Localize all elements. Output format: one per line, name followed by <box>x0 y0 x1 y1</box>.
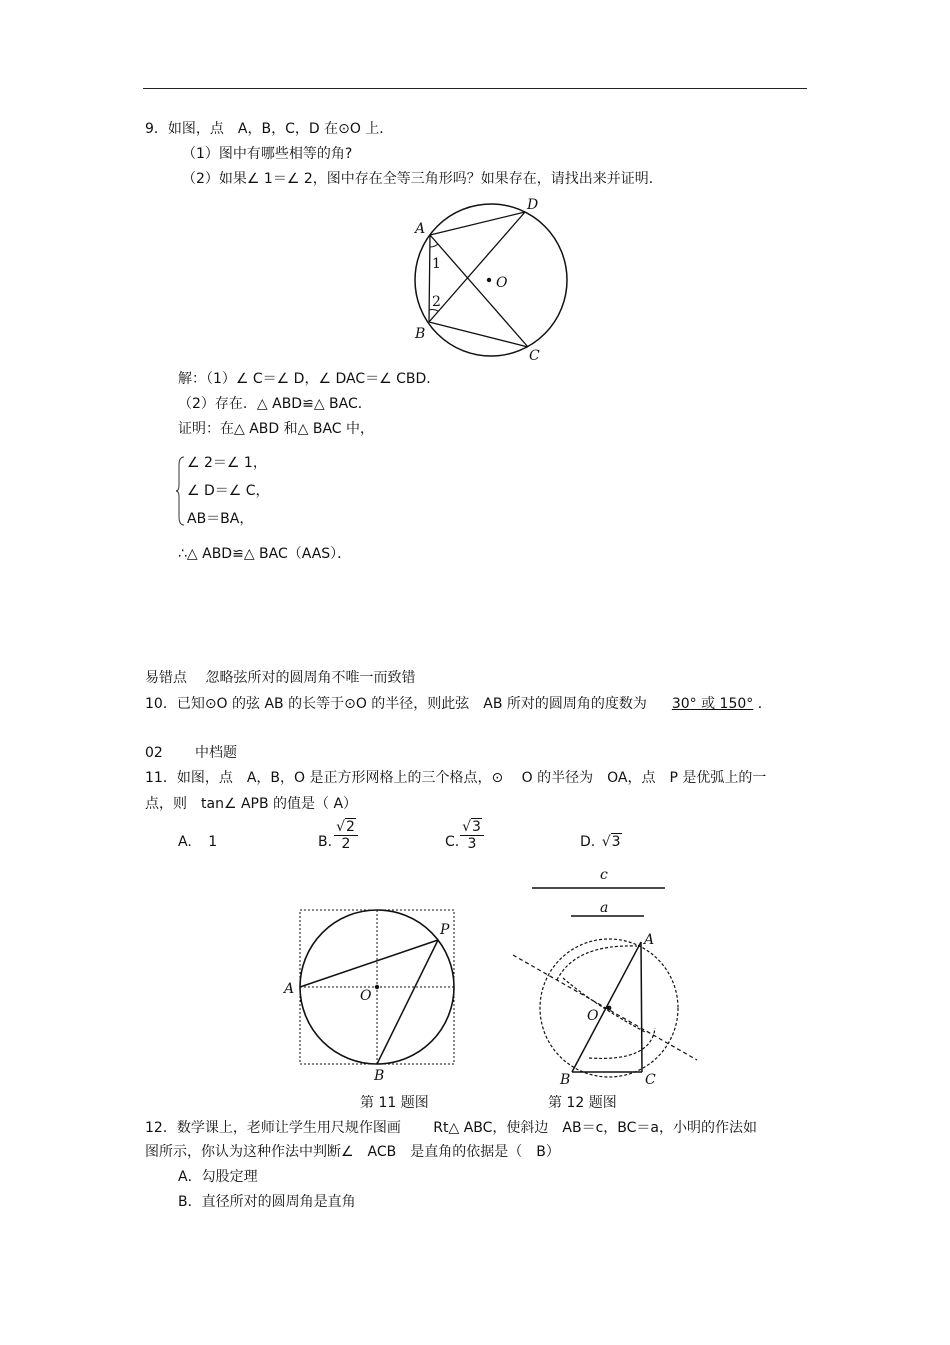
q12-label-a-length: a <box>600 900 609 916</box>
q9-label-2: 2 <box>432 294 441 310</box>
q9-angle1-arc <box>430 244 438 247</box>
q11-option-c-fraction: $\frac{√3}{3}$ <box>460 819 484 852</box>
q11-label-a: A <box>284 981 295 997</box>
q11-option-a[interactable] <box>178 834 217 850</box>
q11-label-o: O <box>360 988 372 1004</box>
q11-center-dot <box>375 985 379 989</box>
q12-label-c: C <box>645 1072 656 1088</box>
mistake-title: 易错点 忽略弦所对的圆周角不唯一而致错 <box>145 670 416 686</box>
q12-arc-right <box>589 1028 655 1058</box>
q11-option-a-value: 1 <box>208 834 218 850</box>
q10-line <box>145 695 772 713</box>
q12-center-dot <box>607 1006 612 1011</box>
q11-option-c-label: C. <box>445 834 460 850</box>
q9-segment-bc <box>429 322 528 347</box>
q10-answer: 30° 或 150° <box>671 696 754 712</box>
q12-line1: 12．数学课上，老师让学生用尺规作图画 Rt△ ABC，使斜边 AB＝c，BC＝a，小明的作法如 <box>145 1120 757 1136</box>
q12-segment-ac <box>641 942 642 1072</box>
section-title: 中档题 <box>195 745 237 761</box>
q10-text: 10．已知⊙O 的弦 AB 的长等于⊙O 的半径，则此弦 AB 所对的圆周角的度数为 <box>145 696 647 712</box>
q12-option-b[interactable]: B．直径所对的圆周角是直角 <box>178 1194 356 1210</box>
q9-segment-ad <box>430 212 525 235</box>
q9-segment-ac <box>430 235 528 347</box>
q9-figure <box>405 192 575 368</box>
q11-option-d-value: 3 <box>611 834 621 850</box>
q9-condition-1: ∠ 2＝∠ 1， <box>187 455 267 471</box>
q12-arc-mid <box>563 978 645 1032</box>
q9-label-1: 1 <box>432 256 441 272</box>
section-number: 02 <box>145 745 163 761</box>
q12-arc-left <box>557 946 637 980</box>
q11-option-d-label: D. <box>580 834 596 850</box>
q9-conclusion: ∴△ ABD≌△ BAC（AAS）． <box>178 546 352 562</box>
q11-caption: 第 11 题图 <box>360 1095 429 1111</box>
q11-line1: 11．如图，点 A，B，O 是正方形网格上的三个格点，⊙ O 的半径为 OA，点 P 是优弧上的一 <box>145 770 767 786</box>
q9-brace <box>176 455 186 527</box>
q11-option-d[interactable]: D. √3 <box>580 834 621 850</box>
q12-caption: 第 12 题图 <box>548 1095 617 1111</box>
q11-figure <box>280 900 465 1090</box>
q12-segment-ab <box>572 942 641 1072</box>
q11-option-c-numerator: 3 <box>472 819 481 835</box>
q9-label-d: D <box>527 197 539 213</box>
q9-proof-intro: 证明：在△ ABD 和△ BAC 中， <box>178 421 375 437</box>
q12-label-c-length: c <box>600 867 608 883</box>
q9-part1: （1）图中有哪些相等的角? <box>182 146 353 162</box>
q11-option-b[interactable] <box>318 834 332 850</box>
q9-solution-1: 解：（1）∠ C＝∠ D，∠ DAC＝∠ CBD． <box>178 371 441 387</box>
q11-label-b: B <box>374 1068 385 1084</box>
q12-label-a: A <box>644 932 655 948</box>
q9-solution-2: （2）存在．△ ABD≌△ BAC． <box>178 396 372 412</box>
q9-center-dot <box>487 278 491 282</box>
q9-label-c: C <box>529 348 540 364</box>
q9-segment-ab <box>429 235 430 322</box>
q11-label-p: P <box>440 922 450 938</box>
q12-figure <box>505 862 705 1090</box>
q10-end: ． <box>757 696 772 712</box>
q11-option-b-label: B. <box>318 834 333 850</box>
q12-line2: 图所示，你认为这种作法中判断∠ ACB 是直角的依据是（ B） <box>145 1144 560 1160</box>
q11-segment-ap <box>300 940 438 987</box>
q9-condition-3: AB＝BA， <box>187 511 254 527</box>
q11-option-c[interactable] <box>445 834 459 850</box>
q11-option-b-numerator: 2 <box>346 819 355 835</box>
q12-option-a[interactable]: A．勾股定理 <box>178 1169 258 1185</box>
q11-option-b-denominator: 2 <box>341 836 351 852</box>
header-rule <box>143 88 807 89</box>
q11-line2: 点，则 tan∠ APB 的值是（ A） <box>145 796 358 812</box>
q9-stem: 9．如图，点 A，B，C，D 在⊙O 上． <box>145 121 394 137</box>
q11-option-c-denominator: 3 <box>467 836 477 852</box>
q11-option-b-fraction: $\frac{√2}{2}$ <box>334 819 358 852</box>
q12-label-b: B <box>560 1072 571 1088</box>
q9-label-a: A <box>415 221 426 237</box>
q12-label-o: O <box>587 1008 599 1024</box>
q9-label-o: O <box>496 275 508 291</box>
q9-part2: （2）如果∠ 1＝∠ 2，图中存在全等三角形吗？如果存在，请找出来并证明． <box>182 171 663 187</box>
q11-segment-bp <box>377 940 438 1064</box>
q11-option-a-label: A. <box>178 834 192 850</box>
q9-segment-bd <box>429 212 525 322</box>
q9-label-b: B <box>415 326 426 342</box>
q9-condition-2: ∠ D＝∠ C， <box>187 483 270 499</box>
